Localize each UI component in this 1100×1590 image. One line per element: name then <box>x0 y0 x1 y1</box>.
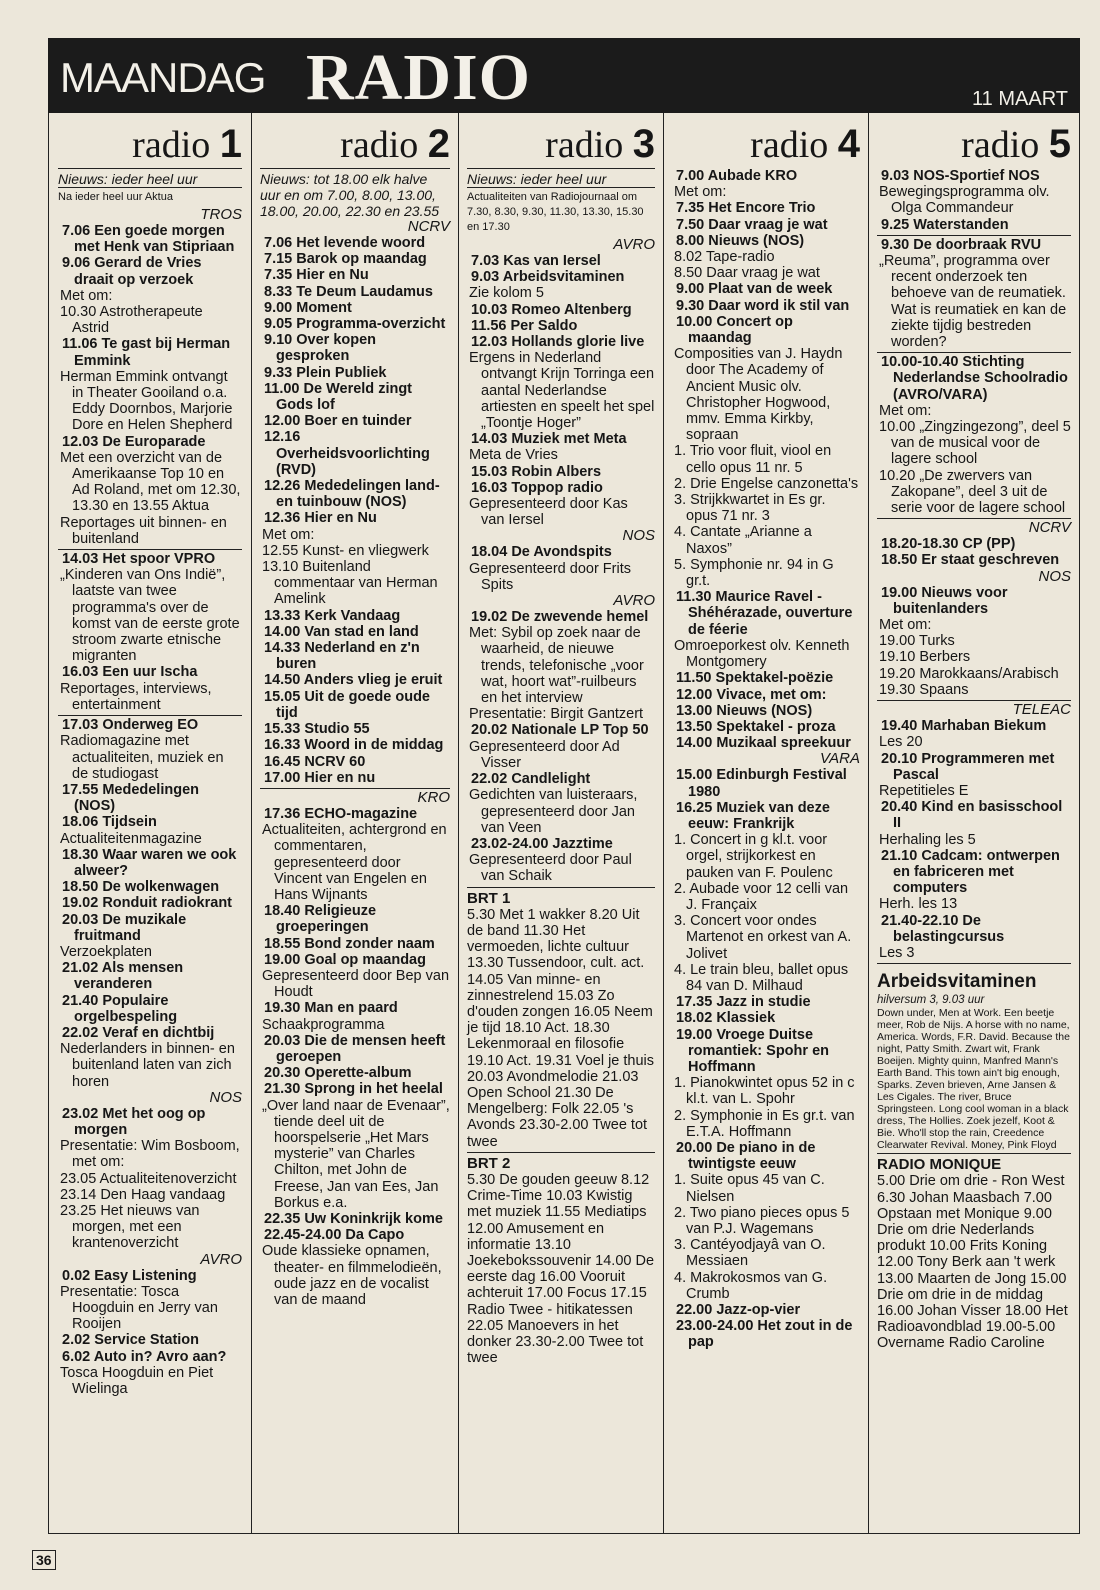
program-title: 9.30 Daar word ik stil van <box>676 297 850 314</box>
program-title: 15.00 Edinburgh Festival 1980 <box>676 767 847 800</box>
program-detail: Meta de Vries <box>469 447 558 464</box>
program-list <box>260 168 450 1308</box>
program-detail: 3. Cantéyodjayâ van O. Messiaen <box>674 1237 826 1270</box>
column-radio-1 <box>50 113 250 1533</box>
program-paragraph: 5.30 Met 1 wakker 8.20 Uit de band 11.30 Het vermoeden, lichte cultuur 13.30 Tussendoor, cult. act. 14.05 Van minne- en zinnestrelend 15.03 Zo d'ouden zongen 16.05 Neem je tijd 18.10 Act. 18.30 Lekenmoraal en filosofie 19.10 Act. 19.31 Voel je thuis 20.03 Avondmelodie 21.03 Open School 21.30 De Mengelberg: Folk 22.05 's Avonds 23.30-2.00 Twee tot twee <box>467 906 655 1150</box>
program-detail: Gepresenteerd door Paul van Schaik <box>469 852 632 885</box>
program-title: 6.02 Auto in? Avro aan? <box>62 1348 227 1365</box>
program-title: 16.03 Een uur Ischa <box>62 664 198 681</box>
station-heading: RADIO MONIQUE <box>877 1156 1002 1174</box>
header-day: MAANDAG <box>60 54 266 101</box>
program-title: 14.00 Van stad en land <box>264 623 419 640</box>
program-detail: 19.10 Berbers <box>879 649 971 666</box>
program-title: 20.03 Die de mensen heeft geroepen <box>264 1032 446 1065</box>
program-title: 17.35 Jazz in studie <box>676 994 811 1011</box>
program-detail: 23.25 Het nieuws van morgen, met een krantenoverzicht <box>60 1202 200 1252</box>
program-title: 17.55 Mededelingen (NOS) <box>62 781 199 815</box>
program-detail: Schaakprogramma <box>262 1016 385 1033</box>
section-divider <box>877 1153 1071 1155</box>
program-title: 22.02 Veraf en dichtbij <box>62 1024 215 1041</box>
program-detail: 10.30 Astrotherapeute Astrid <box>60 304 203 337</box>
program-detail: 1. Trio voor fluit, viool en cello opus 11 nr. 5 <box>674 443 832 476</box>
program-title: 11.56 Per Saldo <box>471 317 578 334</box>
broadcaster-label: TROS <box>200 206 242 223</box>
program-detail: 19.30 Spaans <box>879 681 969 698</box>
program-detail: Omroeporkest olv. Kenneth Montgomery <box>674 637 850 671</box>
news-note: Nieuws: ieder heel uur <box>58 168 242 187</box>
program-title: 18.50 Er staat geschreven <box>881 552 1060 569</box>
column-title <box>467 123 655 166</box>
program-title: 15.05 Uit de goede oude tijd <box>264 688 430 721</box>
program-title: 0.02 Easy Listening <box>62 1267 197 1284</box>
column-title-prefix: radio <box>545 124 624 166</box>
column-title <box>672 123 860 166</box>
program-detail: 4. Cantate „Arianne a Naxos” <box>674 524 812 557</box>
program-detail: Met om: <box>262 526 315 543</box>
program-title: 13.00 Nieuws (NOS) <box>676 702 813 719</box>
broadcaster-label: NOS <box>622 527 655 545</box>
program-title: 14.33 Nederland en z'n buren <box>264 640 420 673</box>
program-title: 22.02 Candlelight <box>471 771 591 788</box>
program-detail: Met om: <box>879 402 932 419</box>
program-title: 9.03 NOS-Sportief NOS <box>881 168 1040 184</box>
program-title: 13.33 Kerk Vandaag <box>264 607 401 624</box>
program-title: 7.50 Daar vraag je wat <box>676 216 828 233</box>
program-title: 16.25 Muziek van deze eeuw: Frankrijk <box>676 799 830 832</box>
program-detail: 2. Two piano pieces opus 5 van P.J. Wagemans <box>674 1204 850 1237</box>
program-title: 23.02-24.00 Jazztime <box>471 835 613 852</box>
program-detail: 2. Aubade voor 12 celli van J. Françaix <box>674 880 849 913</box>
broadcaster-label: NCRV <box>1028 519 1071 537</box>
program-title: 9.25 Waterstanden <box>881 216 1009 233</box>
program-title: 14.03 Het spoor VPRO <box>62 551 216 568</box>
program-detail: Gepresenteerd door Bep van Houdt <box>262 967 450 1001</box>
program-title: 11.06 Te gast bij Herman Emmink <box>62 336 231 369</box>
program-title: 9.05 Programma-overzicht <box>264 316 446 333</box>
page-header <box>48 38 1080 113</box>
program-title: 14.03 Muziek met Meta <box>471 431 627 448</box>
program-detail: Met om: <box>879 617 932 634</box>
program-title: 17.03 Onderweg EO <box>62 717 199 734</box>
program-title: 12.03 Hollands glorie live <box>471 334 645 351</box>
program-title: 19.00 Vroege Duitse romantiek: Spohr en Hoffmann <box>676 1026 829 1075</box>
program-title: 21.10 Cadcam: ontwerpen en fabriceren met computers <box>881 847 1060 897</box>
program-detail: Reportages uit binnen- en buitenland <box>60 514 227 547</box>
program-detail: Herhaling les 5 <box>879 831 976 848</box>
program-title: 19.02 De zwevende hemel <box>471 609 649 626</box>
program-detail: 23.14 Den Haag vandaag <box>60 1186 226 1203</box>
program-detail: Met om: <box>674 184 727 201</box>
program-title: 17.36 ECHO-magazine <box>264 805 418 822</box>
program-detail: 23.05 Actualiteitenoverzicht <box>60 1170 237 1187</box>
program-title: 10.00 Concert op maandag <box>676 313 793 347</box>
broadcaster-label: AVRO <box>613 592 655 610</box>
program-detail: Radiomagazine met actualiteiten, muziek en de studiogast <box>60 733 224 782</box>
program-detail: Zie kolom 5 <box>469 285 544 302</box>
program-title: 23.00-24.00 Het zout in de pap <box>676 1318 853 1351</box>
column-radio-2 <box>251 113 458 1533</box>
program-detail: Les 3 <box>879 944 915 961</box>
program-detail: Repetitieles E <box>879 782 969 799</box>
program-detail: 4. Le train bleu, ballet opus 84 van D. Milhaud <box>674 961 849 994</box>
program-detail: Reportages, interviews, entertainment <box>60 680 212 713</box>
program-detail: Herh. les 13 <box>879 896 958 913</box>
program-title: 18.04 De Avondspits <box>471 544 612 561</box>
program-title: 10.00-10.40 Stichting Nederlandse Schoolradio (AVRO/VARA) <box>881 354 1068 403</box>
program-title: 22.00 Jazz-op-vier <box>676 1302 801 1319</box>
program-detail: 2. Symphonie in Es gr.t. van E.T.A. Hoffmann <box>674 1107 855 1140</box>
program-title: 10.03 Romeo Altenberg <box>471 301 632 318</box>
program-title: 17.00 Hier en nu <box>264 769 376 786</box>
program-title: 9.00 Plaat van de week <box>676 281 833 298</box>
column-title-number: 2 <box>427 122 450 166</box>
program-title: 21.02 Als mensen veranderen <box>62 960 184 993</box>
news-note: Nieuws: ieder heel uur <box>467 168 655 187</box>
program-detail: Presentatie: Tosca Hoogduin en Jerry van Rooijen <box>60 1283 218 1333</box>
program-detail: „Reuma”, programma over recent onderzoek ten behoeve van de reumatiek. Wat is reumatiek en kan de ziekte tijdig bestreden worden? <box>879 253 1067 351</box>
program-title: 22.45-24.00 Da Capo <box>264 1227 405 1244</box>
program-detail: 13.10 Buitenland commentaar van Herman Amelink <box>262 559 438 608</box>
program-list <box>672 168 860 1351</box>
news-subnote: Actualiteiten van Radiojournaal om 7.30, 8.30, 9.30, 11.30, 13.30, 15.30 en 17.30 <box>467 187 655 237</box>
program-detail: Verzoekplaten <box>60 943 152 960</box>
program-detail: Gepresenteerd door Ad Visser <box>469 738 620 771</box>
program-title: 7.06 Het levende woord <box>264 235 426 251</box>
program-title: 15.33 Studio 55 <box>264 721 370 738</box>
column-title-prefix: radio <box>132 124 211 166</box>
program-title: 12.36 Hier en Nu <box>264 510 377 527</box>
program-title: 22.35 Uw Koninkrijk kome <box>264 1210 443 1227</box>
column-title-number: 5 <box>1048 122 1071 166</box>
program-title: 12.16 Overheidsvoorlichting (RVD) <box>264 429 430 478</box>
section-divider <box>467 1152 655 1154</box>
playlist-text: Down under, Men at Work. Een beetje meer, Rob de Nijs. A horse with no name, America. Words, F.R. David. Because the night, Patty Smith. Zwart wit, Frank Boeijen. Mighty quinn, Manfred Mann's Earth Band. This town ain't big enough, Sparks. Zeven brieven, Arne Jansen & Les Cigales. The river, Bruce Springsteen. Long cool woman in a black dress, The Hollies. Zoek jezelf, Koot & Bie. Who'll stop the rain, Creedence Clearwater Revival. Money, Pink Floyd <box>877 1007 1070 1152</box>
column-radio-3 <box>458 113 663 1533</box>
program-detail: Gepresenteerd door Kas van Iersel <box>469 496 628 529</box>
program-title: 18.40 Religieuze groeperingen <box>264 903 377 936</box>
station-heading: BRT 1 <box>467 889 511 907</box>
program-detail: Nederlanders in binnen- en buitenland laten van zich horen <box>60 1041 235 1090</box>
program-title: 12.00 Vivace, met om: <box>676 686 827 703</box>
program-title: 9.30 De doorbraak RVU <box>881 236 1042 253</box>
column-radio-5 <box>868 113 1079 1533</box>
program-title: 18.02 Klassiek <box>676 1010 776 1027</box>
program-detail: 19.20 Marokkaans/Arabisch <box>879 665 1059 682</box>
program-title: 8.33 Te Deum Laudamus <box>264 283 433 300</box>
program-title: 11.30 Maurice Ravel - Shéhérazade, ouverture de féerie <box>676 589 853 638</box>
program-title: 18.50 De wolkenwagen <box>62 879 220 896</box>
broadcaster-label: KRO <box>417 788 450 806</box>
program-title: 19.30 Man en paard <box>264 1000 398 1017</box>
program-detail: Presentatie: Birgit Gantzert <box>469 706 644 723</box>
program-detail: 1. Concert in g kl.t. voor orgel, strijkorkest en pauken van F. Poulenc <box>674 832 833 881</box>
column-title <box>877 123 1071 166</box>
column-radio-4 <box>663 113 868 1533</box>
program-title: 18.30 Waar waren we ook alweer? <box>62 846 237 879</box>
program-detail: Herman Emmink ontvangt in Theater Gooiland o.a. Eddy Doornbos, Marjorie Dore en Helen Shepherd <box>60 368 233 434</box>
column-title-prefix: radio <box>340 124 419 166</box>
program-title: 7.35 Hier en Nu <box>264 267 369 284</box>
program-title: 23.02 Met het oog op morgen <box>62 1105 206 1138</box>
column-title-prefix: radio <box>961 124 1040 166</box>
broadcaster-label: TELEAC <box>1012 701 1071 719</box>
feature-heading: Arbeidsvitaminen <box>877 971 1037 993</box>
program-title: 11.00 De Wereld zingt Gods lof <box>264 380 413 414</box>
news-note: Nieuws: tot 18.00 elk halve uur en om 7.00, 8.00, 13.00, 18.00, 20.00, 22.30 en 23.55 <box>260 168 450 219</box>
column-title-number: 3 <box>632 122 655 166</box>
program-detail: Met een overzicht van de Amerikaanse Top 10 en Ad Roland, met om 12.30, 13.30 en 13.55 Aktua <box>60 449 241 515</box>
program-title: 20.00 De piano in de twintigste eeuw <box>676 1139 816 1173</box>
program-list <box>58 168 242 1397</box>
program-detail: 12.55 Kunst- en vliegwerk <box>262 542 429 559</box>
program-title: 7.00 Aubade KRO <box>676 168 798 184</box>
program-detail: 1. Suite opus 45 van C. Nielsen <box>674 1172 825 1205</box>
column-title <box>260 123 450 166</box>
program-title: 9.10 Over kopen gesproken <box>264 332 377 365</box>
broadcaster-label: NCRV <box>407 218 450 235</box>
program-title: 19.00 Nieuws voor buitenlanders <box>881 584 1008 617</box>
program-detail: Bewegingsprogramma olv. Olga Commandeur <box>879 184 1050 217</box>
program-title: 20.40 Kind en basisschool II <box>881 799 1063 832</box>
broadcaster-label: AVRO <box>200 1250 242 1268</box>
program-detail: Actualiteitenmagazine <box>60 830 202 847</box>
program-title: 16.45 NCRV 60 <box>264 753 366 770</box>
program-title: 9.00 Moment <box>264 299 352 316</box>
program-title: 9.33 Plein Publiek <box>264 364 387 381</box>
program-title: 19.00 Goal op maandag <box>264 951 426 968</box>
program-detail: Les 20 <box>879 734 923 751</box>
page-number: 36 <box>32 1550 56 1570</box>
program-detail: „Kinderen van Ons Indië”, laatste van twee programma's over de komst van de eerste grote stroom zwarte etnische migranten <box>60 567 240 665</box>
program-title: 13.50 Spektakel - proza <box>676 718 836 735</box>
program-title: 20.02 Nationale LP Top 50 <box>471 722 649 739</box>
program-detail: 4. Makrokosmos van G. Crumb <box>674 1269 828 1302</box>
program-detail: Actualiteiten, achtergrond en commentaren, gepresenteerd door Vincent van Engelen en Hans Wijnants <box>262 822 447 903</box>
program-title: 12.00 Boer en tuinder <box>264 413 412 430</box>
broadcaster-label: NOS <box>209 1088 242 1106</box>
program-paragraph: 5.30 De gouden geeuw 8.12 Crime-Time 10.03 Kwistig met muziek 11.55 Mediatips 12.00 Amusement en informatie 13.10 Joekebokssouvenir 14.00 De eerste dag 16.00 Vooruit achteruit 17.00 Focus 17.15 Radio Twee - hitikatessen 22.05 Manoevers in het donker 23.30-2.00 Twee tot twee <box>467 1171 655 1367</box>
program-detail: 8.50 Daar vraag je wat <box>674 265 820 282</box>
program-title: 21.40-22.10 De belastingcursus <box>881 912 1005 945</box>
program-list <box>467 168 655 1366</box>
program-detail: Met om: <box>60 287 113 304</box>
broadcaster-label: AVRO <box>613 236 655 253</box>
program-detail: 19.00 Turks <box>879 633 955 650</box>
broadcaster-label: VARA <box>819 750 860 768</box>
program-detail: 10.20 „De zwervers van Zakopane”, deel 3 uit de serie voor de lagere school <box>879 467 1066 517</box>
program-detail: Oude klassieke opnamen, theater- en filmmelodieën, oude jazz en de vocalist van de maand <box>262 1243 442 1308</box>
program-detail: Ergens in Nederland ontvangt Krijn Torringa een aantal Nederlandse artiesten en speelt het spel „Toontje Hoger” <box>469 350 655 432</box>
program-detail: Gedichten van luisteraars, gepresenteerd door Jan van Veen <box>469 787 638 836</box>
program-title: 20.30 Operette-album <box>264 1065 412 1082</box>
program-title: 16.03 Toppop radio <box>471 479 603 496</box>
program-title: 20.10 Programmeren met Pascal <box>881 750 1055 783</box>
section-divider <box>877 963 1071 965</box>
program-title: 12.26 Mededelingen land- en tuinbouw (NOS) <box>264 478 440 511</box>
program-detail: 10.00 „Zingzingezong”, deel 5 van de musical voor de lagere school <box>879 419 1071 468</box>
program-detail: 2. Drie Engelse canzonetta's <box>674 475 859 492</box>
program-title: 19.40 Marhaban Biekum <box>881 718 1047 735</box>
program-title: 18.06 Tijdsein <box>62 814 157 831</box>
program-title: 11.50 Spektakel-poëzie <box>676 670 834 687</box>
program-detail: 8.02 Tape-radio <box>674 249 775 266</box>
program-title: 7.15 Barok op maandag <box>264 251 427 268</box>
column-title-number: 4 <box>837 122 860 166</box>
program-detail: Tosca Hoogduin en Piet Wielinga <box>60 1364 214 1398</box>
header-title: RADIO <box>306 41 532 114</box>
program-title: 8.00 Nieuws (NOS) <box>676 232 805 249</box>
broadcaster-label: NOS <box>1038 567 1071 585</box>
program-title: 14.50 Anders vlieg je eruit <box>264 672 443 689</box>
program-detail: 3. Concert voor ondes Martenot en orkest van A. Jolivet <box>674 913 852 962</box>
program-title: 7.35 Het Encore Trio <box>676 200 816 217</box>
section-divider <box>467 887 655 889</box>
program-detail: Presentatie: Wim Bosboom, met om: <box>60 1138 240 1171</box>
column-title-prefix: radio <box>750 124 829 166</box>
program-title: 2.02 Service Station <box>62 1332 200 1349</box>
program-detail: 1. Pianokwintet opus 52 in c kl.t. van L. Spohr <box>674 1075 855 1108</box>
feature-caption: hilversum 3, 9.03 uur <box>877 994 985 1007</box>
program-title: 18.20-18.30 CP (PP) <box>881 536 1016 553</box>
program-title: 7.06 Een goede morgen met Henk van Stipriaan <box>62 223 235 256</box>
program-detail: Gepresenteerd door Frits Spits <box>469 560 631 593</box>
column-title-number: 1 <box>219 122 242 166</box>
column-title <box>58 123 242 166</box>
program-detail: 5. Symphonie nr. 94 in G gr.t. <box>674 556 834 590</box>
program-title: 9.03 Arbeidsvitaminen <box>471 269 625 286</box>
station-heading: BRT 2 <box>467 1154 511 1172</box>
header-date: 11 MAART <box>972 88 1068 110</box>
program-title: 21.40 Populaire orgelbespeling <box>62 992 178 1025</box>
program-list <box>877 168 1071 1352</box>
program-detail: Met: Sybil op zoek naar de waarheid, de nieuwe trends, telefonische „voor wat, hoort wat”-ruilbeurs en het interview <box>469 625 644 707</box>
news-subnote: Na ieder heel uur Aktua <box>58 187 242 207</box>
program-paragraph: 5.00 Drie om drie - Ron West 6.30 Johan Maasbach 7.00 Opstaan met Monique 9.00 Drie om drie Nederlands produkt 10.00 Frits Koning 12.00 Tony Berk aan 't werk 13.00 Maarten de Jong 15.00 Drie om drie in de middag 16.00 Johan Visser 18.00 Het Radioavondblad 19.00-5.00 Overname Radio Caroline <box>877 1173 1068 1352</box>
program-title: 16.33 Woord in de middag <box>264 737 444 754</box>
program-title: 20.03 De muzikale fruitmand <box>62 911 187 944</box>
program-title: 18.55 Bond zonder naam <box>264 935 435 952</box>
program-title: 7.03 Kas van Iersel <box>471 253 601 269</box>
program-detail: „Over land naar de Evenaar”, tiende deel uit de hoorspelserie „Het Mars mysterie” van Charles Chilton, met John de Freese, Jan van Ees, Jan Borkus e.a. <box>262 1097 450 1211</box>
program-detail: Composities van J. Haydn door The Academy of Ancient Music olv. Christopher Hogwood, mmv. Emma Kirkby, sopraan <box>674 346 843 444</box>
program-detail: 3. Strijkkwartet in Es gr. opus 71 nr. 3 <box>674 492 826 525</box>
program-title: 9.06 Gerard de Vries draait op verzoek <box>62 255 202 288</box>
program-title: 15.03 Robin Albers <box>471 463 602 480</box>
program-title: 19.02 Ronduit radiokrant <box>62 895 233 912</box>
program-title: 12.03 De Europarade <box>62 433 206 450</box>
program-title: 14.00 Muzikaal spreekuur <box>676 735 851 752</box>
program-title: 21.30 Sprong in het heelal <box>264 1081 443 1098</box>
